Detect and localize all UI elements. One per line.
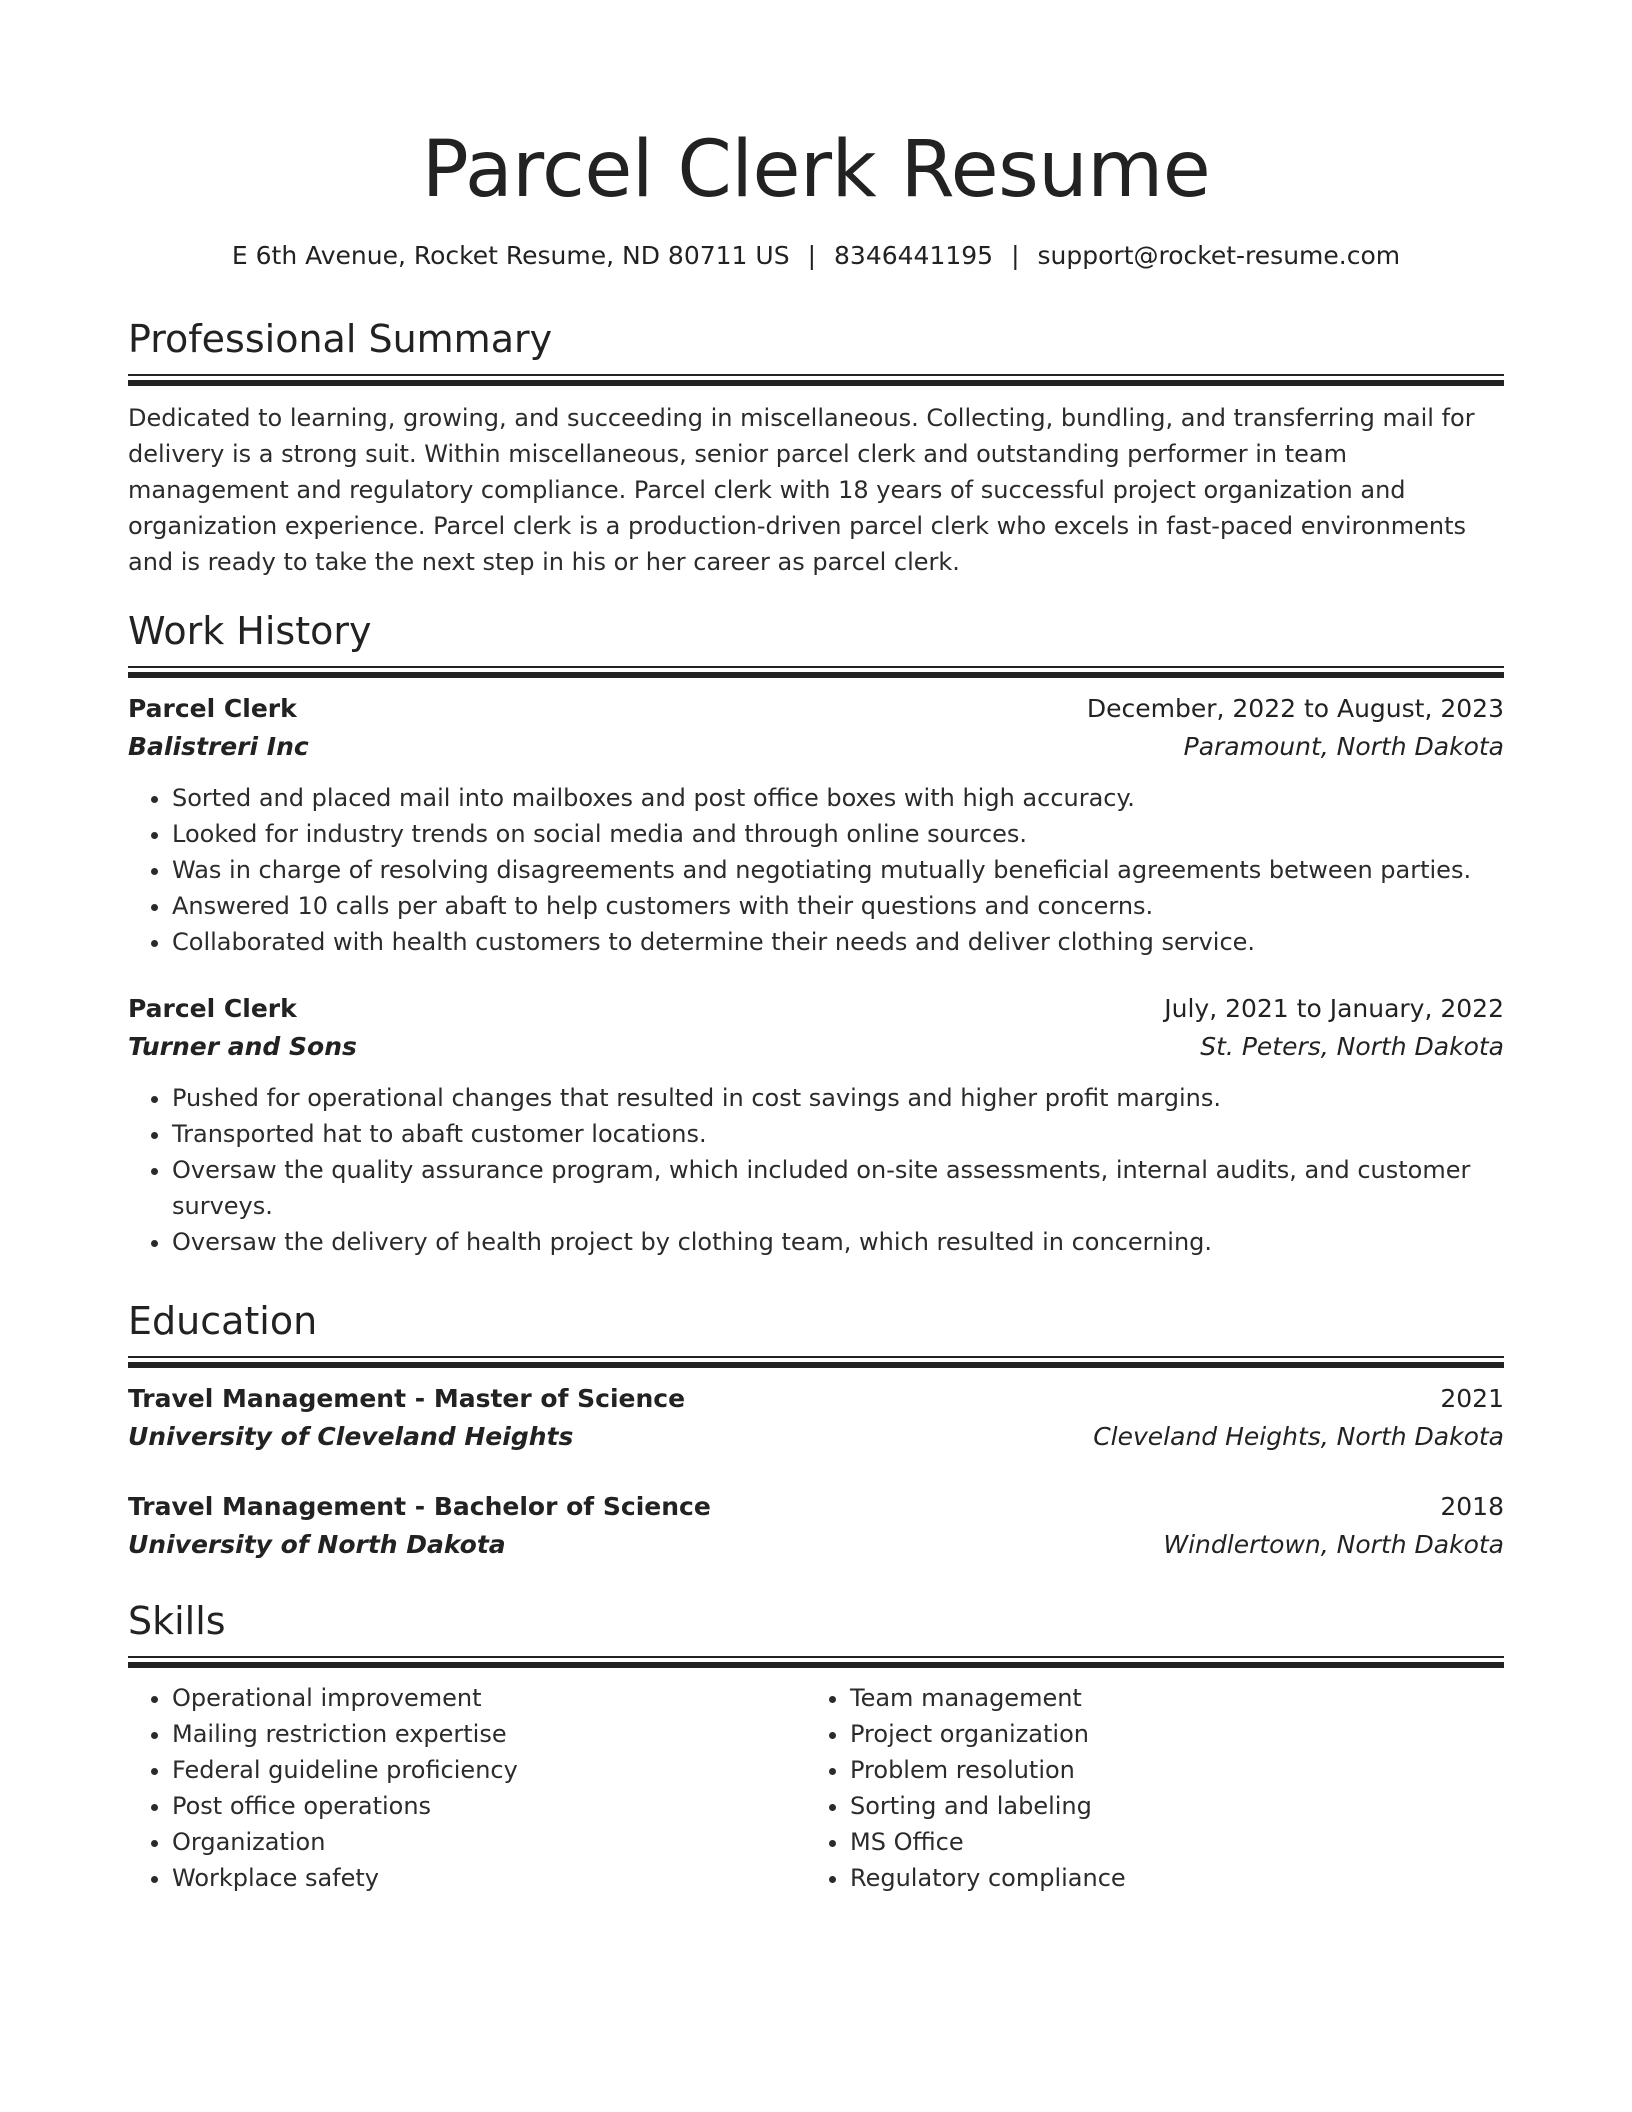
education-location: Windlertown, North Dakota: [1163, 1530, 1504, 1559]
job-header-row: [128, 990, 1504, 1028]
skills-columns: [128, 1680, 1504, 1896]
job-company: Turner and Sons: [128, 1032, 357, 1061]
list-item: • Post office operations: [172, 1788, 806, 1824]
list-item: • Answered 10 calls per abaft to help customers with their questions and concerns.: [172, 888, 1504, 924]
job-location: Paramount, North Dakota: [1183, 732, 1504, 761]
list-item: • Regulatory compliance: [850, 1860, 1484, 1896]
skills-section: [128, 1596, 1504, 1896]
contact-email: support@rocket-resume.com: [1037, 241, 1401, 270]
list-item: • Pushed for operational changes that resulted in cost savings and higher profit margins.: [172, 1080, 1504, 1116]
section-title-education: Education: [128, 1299, 318, 1343]
education-school: University of Cleveland Heights: [128, 1422, 574, 1451]
education-entry: [128, 1488, 1504, 1564]
job-dates: July, 2021 to January, 2022: [1164, 994, 1504, 1023]
education-entry: [128, 1380, 1504, 1456]
section-divider: [128, 374, 1504, 386]
list-item: • Organization: [172, 1824, 806, 1860]
list-item: • Federal guideline proficiency: [172, 1752, 806, 1788]
education-school-row: [128, 1418, 1504, 1456]
contact-separator: |: [807, 241, 817, 270]
contact-separator: |: [1011, 241, 1020, 270]
contact-phone: 8346441195: [834, 241, 994, 270]
skills-list-right: [806, 1680, 1484, 1896]
job-dates: December, 2022 to August, 2023: [1086, 694, 1504, 723]
list-item: • Collaborated with health customers to determine their needs and deliver clothing service.: [172, 924, 1504, 960]
education-header-row: [128, 1380, 1504, 1418]
job-header-row: [128, 690, 1504, 728]
list-item: • Looked for industry trends on social media and through online sources.: [172, 816, 1504, 852]
education-school: University of North Dakota: [128, 1530, 506, 1559]
summary-section: [128, 314, 1504, 580]
job-company: Balistreri Inc: [128, 732, 309, 761]
skills-list-left: [128, 1680, 806, 1896]
section-divider: [128, 1656, 1504, 1668]
list-item: • Mailing restriction expertise: [172, 1716, 806, 1752]
job-duties-list: [128, 780, 1504, 960]
work-section: [128, 606, 1504, 1260]
education-location: Cleveland Heights, North Dakota: [1093, 1422, 1504, 1451]
education-degree: Travel Management - Master of Science: [128, 1384, 686, 1413]
list-item: • Sorting and labeling: [850, 1788, 1484, 1824]
job-position: Parcel Clerk: [128, 694, 297, 723]
contact-line: [128, 238, 1504, 274]
section-title-skills: Skills: [128, 1599, 226, 1643]
job-entry: [128, 690, 1504, 960]
list-item: • Team management: [850, 1680, 1484, 1716]
list-item: • Was in charge of resolving disagreements and negotiating mutually beneficial agreements between parties.: [172, 852, 1504, 888]
section-title-work: Work History: [128, 609, 372, 653]
list-item: • Oversaw the delivery of health project by clothing team, which resulted in concerning.: [172, 1224, 1504, 1260]
section-title-summary: Professional Summary: [128, 317, 553, 361]
contact-address: E 6th Avenue, Rocket Resume, ND 80711 US: [231, 241, 790, 270]
education-school-row: [128, 1526, 1504, 1564]
summary-text: Dedicated to learning, growing, and succeeding in miscellaneous. Collecting, bundling, and transferring mail for delivery is a strong suit. Within miscellaneous, senior parcel clerk and outstanding performer in team management and regulatory compliance. Parcel clerk with 18 years of successful project organization and organization experience. Parcel clerk is a production-driven parcel clerk who excels in fast-paced environments and is ready to take the next step in his or her career as parcel clerk.: [128, 404, 1475, 576]
section-divider: [128, 1356, 1504, 1368]
list-item: • Transported hat to abaft customer locations.: [172, 1116, 1504, 1152]
list-item: • Workplace safety: [172, 1860, 806, 1896]
education-header-row: [128, 1488, 1504, 1526]
job-company-row: [128, 1028, 1504, 1066]
job-location: St. Peters, North Dakota: [1200, 1032, 1504, 1061]
job-entry: [128, 990, 1504, 1260]
section-divider: [128, 666, 1504, 678]
list-item: • Oversaw the quality assurance program, which included on-site assessments, internal audits, and customer surveys.: [172, 1152, 1504, 1224]
job-duties-list: [128, 1080, 1504, 1260]
list-item: • Project organization: [850, 1716, 1484, 1752]
education-degree: Travel Management - Bachelor of Science: [128, 1492, 711, 1521]
resume-title: Parcel Clerk Resume: [421, 125, 1211, 215]
list-item: • Problem resolution: [850, 1752, 1484, 1788]
job-company-row: [128, 728, 1504, 766]
list-item: • Operational improvement: [172, 1680, 806, 1716]
education-year: 2018: [1440, 1492, 1504, 1521]
job-position: Parcel Clerk: [128, 994, 297, 1023]
education-section: [128, 1296, 1504, 1564]
list-item: • Sorted and placed mail into mailboxes and post office boxes with high accuracy.: [172, 780, 1504, 816]
education-year: 2021: [1440, 1384, 1504, 1413]
list-item: • MS Office: [850, 1824, 1484, 1860]
